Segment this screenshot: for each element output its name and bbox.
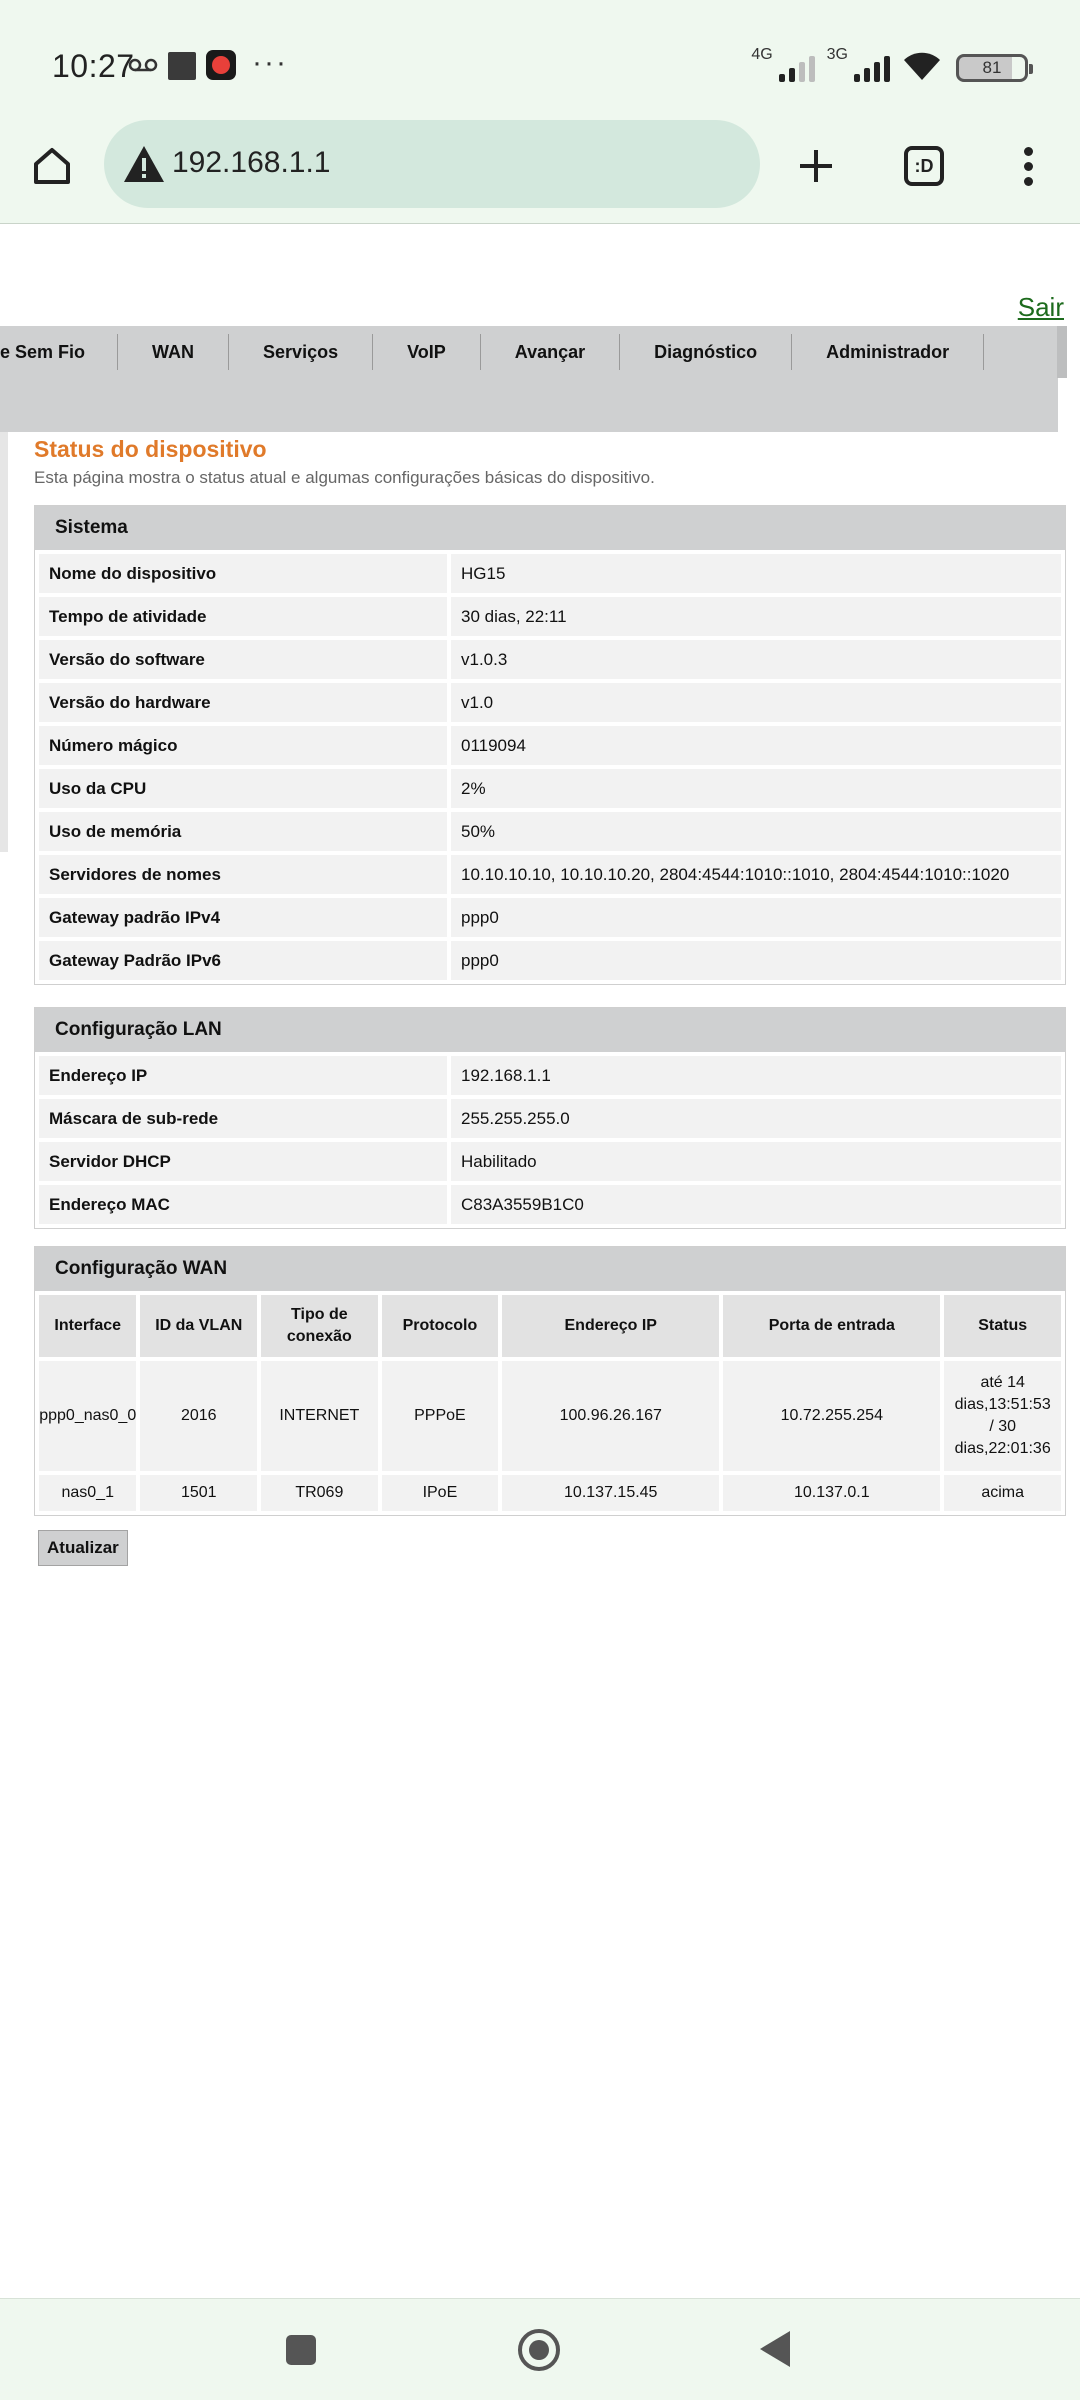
system-table xyxy=(35,550,1065,984)
row-value: ppp0 xyxy=(451,898,1061,937)
column-header: Protocolo xyxy=(382,1295,499,1357)
lan-section xyxy=(34,1007,1066,1229)
tab-switcher-icon: :D xyxy=(904,146,944,186)
column-header: Status xyxy=(944,1295,1061,1357)
back-button[interactable] xyxy=(760,2331,790,2367)
address-bar[interactable] xyxy=(104,120,760,208)
row-value: v1.0 xyxy=(451,683,1061,722)
network-type-label-2: 3G xyxy=(826,46,848,63)
row-value: C83A3559B1C0 xyxy=(451,1185,1061,1224)
row-value: 255.255.255.0 xyxy=(451,1099,1061,1138)
home-button[interactable] xyxy=(24,138,80,194)
row-value: 192.168.1.1 xyxy=(451,1056,1061,1095)
battery-level: 81 xyxy=(982,58,1002,77)
menu-item-voip[interactable]: VoIP xyxy=(373,334,481,370)
row-label: Endereço IP xyxy=(39,1056,447,1095)
plus-icon xyxy=(796,146,836,186)
web-page xyxy=(0,226,1080,2298)
row-value: 2% xyxy=(451,769,1061,808)
signal-strength-icon-2 xyxy=(854,54,890,82)
dot xyxy=(1024,162,1033,171)
row-label: Tempo de atividade xyxy=(39,597,447,636)
table-row xyxy=(39,640,1061,679)
menu-item-wan[interactable]: WAN xyxy=(118,334,229,370)
table-row xyxy=(39,1185,1061,1224)
main-menu xyxy=(0,326,1067,378)
wifi-icon xyxy=(902,50,942,82)
status-bar xyxy=(0,0,1080,112)
cell: nas0_1 xyxy=(39,1475,136,1511)
lan-table xyxy=(35,1052,1065,1228)
table-row xyxy=(39,726,1061,765)
notification-square-icon xyxy=(168,52,196,80)
row-label: Endereço MAC xyxy=(39,1185,447,1224)
row-value: 30 dias, 22:11 xyxy=(451,597,1061,636)
table-row xyxy=(39,1099,1061,1138)
logout-link[interactable]: Sair xyxy=(1017,292,1064,322)
table-row xyxy=(39,597,1061,636)
column-header: Endereço IP xyxy=(502,1295,719,1357)
browser-toolbar xyxy=(0,112,1080,224)
more-notifications-icon: ··· xyxy=(252,46,288,79)
row-label: Versão do software xyxy=(39,640,447,679)
row-label: Uso de memória xyxy=(39,812,447,851)
signal-strength-icon xyxy=(779,54,815,82)
cell: TR069 xyxy=(261,1475,378,1511)
system-nav-bar xyxy=(0,2298,1080,2400)
column-header: Porta de entrada xyxy=(723,1295,940,1357)
menu-item-wireless[interactable]: e Sem Fio xyxy=(0,334,118,370)
cell: 10.72.255.254 xyxy=(723,1361,940,1471)
dot xyxy=(1024,147,1033,156)
browser-menu-button[interactable] xyxy=(1000,138,1056,194)
cell: acima xyxy=(944,1475,1061,1511)
row-label: Gateway padrão IPv4 xyxy=(39,898,447,937)
warning-icon[interactable] xyxy=(122,144,166,184)
menu-item-advanced[interactable]: Avançar xyxy=(481,334,620,370)
home-icon xyxy=(30,144,74,188)
status-indicators xyxy=(751,48,1028,82)
row-label: Uso da CPU xyxy=(39,769,447,808)
table-header-row xyxy=(39,1295,1061,1357)
row-label: Servidor DHCP xyxy=(39,1142,447,1181)
section-heading: Configuração LAN xyxy=(35,1008,1065,1052)
row-label: Gateway Padrão IPv6 xyxy=(39,941,447,980)
page-description: Esta página mostra o status atual e algumas configurações básicas do dispositivo. xyxy=(34,468,655,487)
table-row xyxy=(39,812,1061,851)
cell: PPPoE xyxy=(382,1361,499,1471)
row-label: Nome do dispositivo xyxy=(39,554,447,593)
table-row xyxy=(39,1361,1061,1471)
status-time: 10:27 xyxy=(52,48,135,84)
table-row xyxy=(39,855,1061,894)
cell: 100.96.26.167 xyxy=(502,1361,719,1471)
table-row xyxy=(39,1142,1061,1181)
row-value: v1.0.3 xyxy=(451,640,1061,679)
row-label: Versão do hardware xyxy=(39,683,447,722)
row-label: Servidores de nomes xyxy=(39,855,447,894)
cell: 2016 xyxy=(140,1361,257,1471)
table-row xyxy=(39,554,1061,593)
table-row xyxy=(39,1056,1061,1095)
cell: 1501 xyxy=(140,1475,257,1511)
table-row xyxy=(39,898,1061,937)
table-row xyxy=(39,941,1061,980)
menu-strip-end xyxy=(1057,326,1067,378)
column-header: Tipo de conexão xyxy=(261,1295,378,1357)
row-value: 0119094 xyxy=(451,726,1061,765)
cell: IPoE xyxy=(382,1475,499,1511)
menu-item-diagnostics[interactable]: Diagnóstico xyxy=(620,334,792,370)
row-label: Máscara de sub-rede xyxy=(39,1099,447,1138)
wan-table xyxy=(35,1291,1065,1515)
cell: 10.137.15.45 xyxy=(502,1475,719,1511)
menu-item-services[interactable]: Serviços xyxy=(229,334,373,370)
row-value: HG15 xyxy=(451,554,1061,593)
section-heading: Configuração WAN xyxy=(35,1247,1065,1291)
cell: ppp0_nas0_0 xyxy=(39,1361,136,1471)
url-text[interactable]: 192.168.1.1 xyxy=(172,146,331,179)
row-value: 50% xyxy=(451,812,1061,851)
row-value: 10.10.10.10, 10.10.10.20, 2804:4544:1010::1010, 2804:4544:1010::1020 xyxy=(451,855,1061,894)
cell: INTERNET xyxy=(261,1361,378,1471)
cell: até 14 dias,13:51:53 / 30 dias,22:01:36 xyxy=(944,1361,1061,1471)
wan-section xyxy=(34,1246,1066,1516)
voicemail-icon xyxy=(128,58,158,72)
system-section xyxy=(34,505,1066,985)
table-row xyxy=(39,683,1061,722)
column-header: Interface xyxy=(39,1295,136,1357)
page-title: Status do dispositivo xyxy=(34,436,267,462)
sub-menu xyxy=(0,378,1058,432)
section-heading: Sistema xyxy=(35,506,1065,550)
table-row xyxy=(39,769,1061,808)
recent-apps-button[interactable] xyxy=(286,2335,316,2365)
row-label: Número mágico xyxy=(39,726,447,765)
row-value: Habilitado xyxy=(451,1142,1061,1181)
table-row xyxy=(39,1475,1061,1511)
left-sidebar-edge xyxy=(0,432,8,852)
app-notification-icon xyxy=(206,50,236,80)
row-value: ppp0 xyxy=(451,941,1061,980)
battery-icon xyxy=(956,54,1028,82)
home-nav-button[interactable] xyxy=(518,2329,560,2371)
network-type-label: 4G xyxy=(751,46,773,63)
refresh-button[interactable]: Atualizar xyxy=(38,1530,128,1566)
menu-item-admin[interactable]: Administrador xyxy=(792,334,984,370)
new-tab-button[interactable] xyxy=(788,138,844,194)
column-header: ID da VLAN xyxy=(140,1295,257,1357)
dot xyxy=(1024,177,1033,186)
tab-switcher-button[interactable] xyxy=(896,138,952,194)
cell: 10.137.0.1 xyxy=(723,1475,940,1511)
